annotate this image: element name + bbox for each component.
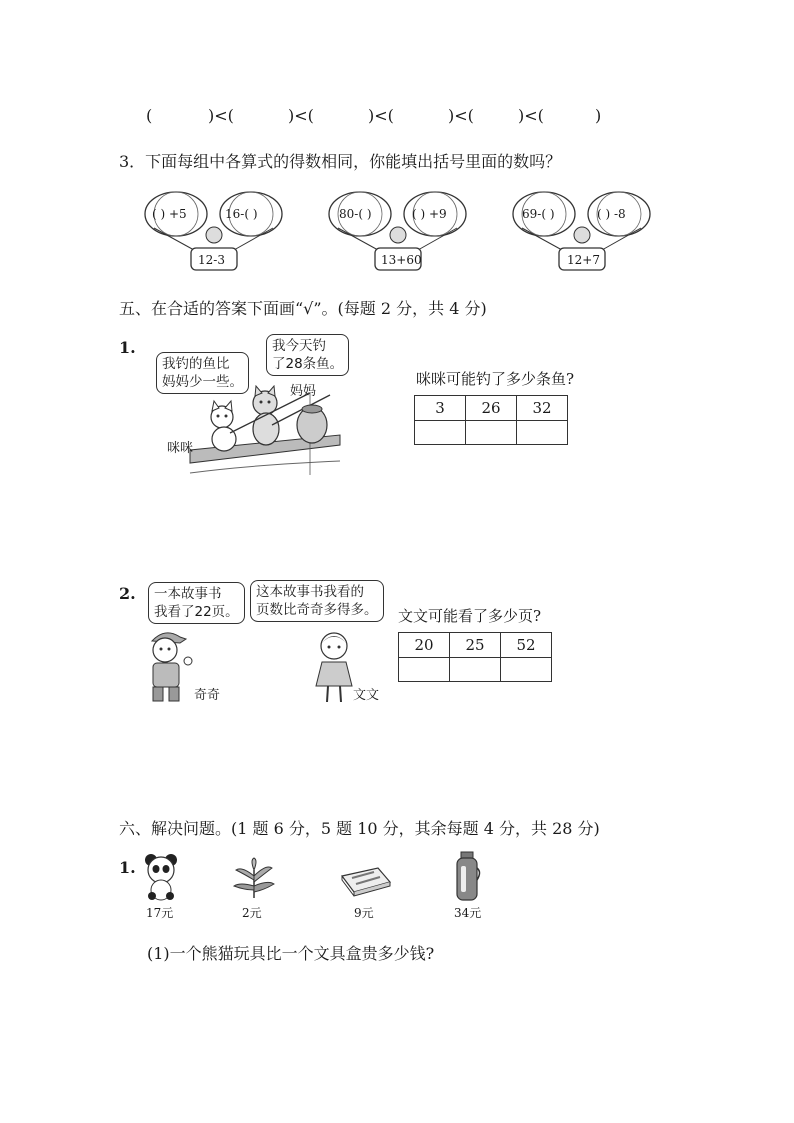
check-cell[interactable] — [517, 421, 568, 445]
bubble-line: 了28条鱼。 — [272, 356, 344, 372]
speech-bubble-wenwen — [250, 580, 384, 622]
cmp-part: )<( — [448, 106, 474, 125]
cmp-part: ( — [146, 106, 153, 125]
pencil-box-icon — [338, 864, 392, 898]
check-cell[interactable] — [466, 421, 517, 445]
option-cell: 3 — [415, 396, 466, 421]
price-panda: 17元 — [146, 906, 174, 920]
check-cell[interactable] — [415, 421, 466, 445]
option-cell: 32 — [517, 396, 568, 421]
plant-icon — [232, 856, 276, 901]
check-cell[interactable] — [501, 658, 552, 682]
bubble-line: 妈妈少一些。 — [162, 374, 243, 390]
balloon-2-right: ( ) +9 — [412, 207, 447, 221]
s5-q1-question: 咪咪可能钓了多少条鱼? — [416, 370, 575, 388]
cmp-part: )<( — [288, 106, 314, 125]
price-pencil-box: 9元 — [354, 906, 374, 920]
cmp-part: )<( — [208, 106, 234, 125]
option-cell: 25 — [450, 633, 501, 658]
fishing-cats-illustration — [160, 385, 350, 480]
mimi-cat-icon — [211, 401, 236, 451]
check-cell[interactable] — [399, 658, 450, 682]
s6-q1-sub1: (1)一个熊猫玩具比一个文具盒贵多少钱? — [147, 944, 435, 963]
balloon-3-right: ( ) -8 — [597, 207, 626, 221]
qiqi-boy-icon — [140, 625, 200, 705]
cmp-part: )<( — [368, 106, 394, 125]
basket-1: 12-3 — [198, 253, 225, 267]
balloon-1-right: 16-( ) — [225, 207, 258, 221]
balloon-2-left: 80-( ) — [339, 207, 372, 221]
label-wenwen: 文文 — [353, 688, 380, 703]
price-thermos: 34元 — [454, 906, 482, 920]
option-cell: 20 — [399, 633, 450, 658]
s5-q2-number: 2. — [119, 584, 136, 603]
label-qiqi: 奇奇 — [194, 688, 221, 703]
section-6-heading: 六、解决问题。(1 题 6 分，5 题 10 分，其余每题 4 分，共 28 分) — [119, 819, 600, 838]
bubble-line: 页数比奇奇多得多。 — [256, 602, 378, 618]
s5-q2-answer-table — [398, 632, 552, 682]
bubble-line: 我看了22页。 — [154, 604, 239, 620]
cmp-part: )<( — [518, 106, 544, 125]
speech-bubble-mom — [266, 334, 349, 376]
option-cell: 52 — [501, 633, 552, 658]
option-cell: 26 — [466, 396, 517, 421]
basket-3: 12+7 — [567, 253, 600, 267]
check-cell[interactable] — [450, 658, 501, 682]
balloon-3-left: 69-( ) — [522, 207, 555, 221]
thermos-icon — [452, 850, 482, 904]
panda-toy-icon — [143, 852, 179, 902]
price-plant: 2元 — [242, 906, 262, 920]
s6-q1-number: 1. — [119, 858, 136, 877]
label-mom: 妈妈 — [290, 384, 317, 399]
speech-bubble-qiqi — [148, 582, 245, 624]
cmp-part: ) — [595, 106, 602, 125]
s5-q2-question: 文文可能看了多少页? — [398, 607, 542, 625]
balloon-1-left: ( ) +5 — [152, 207, 187, 221]
bubble-line: 一本故事书 — [154, 586, 222, 602]
bubble-line: 我今天钓 — [272, 338, 326, 354]
label-mimi: 咪咪 — [167, 441, 194, 456]
q3-prompt: 3．下面每组中各算式的得数相同，你能填出括号里面的数吗？ — [119, 152, 562, 171]
s5-q1-number: 1. — [119, 338, 136, 357]
bubble-line: 我钓的鱼比 — [162, 356, 230, 372]
basket-2: 13+60 — [381, 253, 422, 267]
s5-q1-answer-table — [414, 395, 568, 445]
section-5-heading: 五、在合适的答案下面画“√”。(每题 2 分，共 4 分) — [119, 299, 487, 318]
bubble-line: 这本故事书我看的 — [256, 584, 364, 600]
fish-jar-icon — [297, 405, 327, 443]
